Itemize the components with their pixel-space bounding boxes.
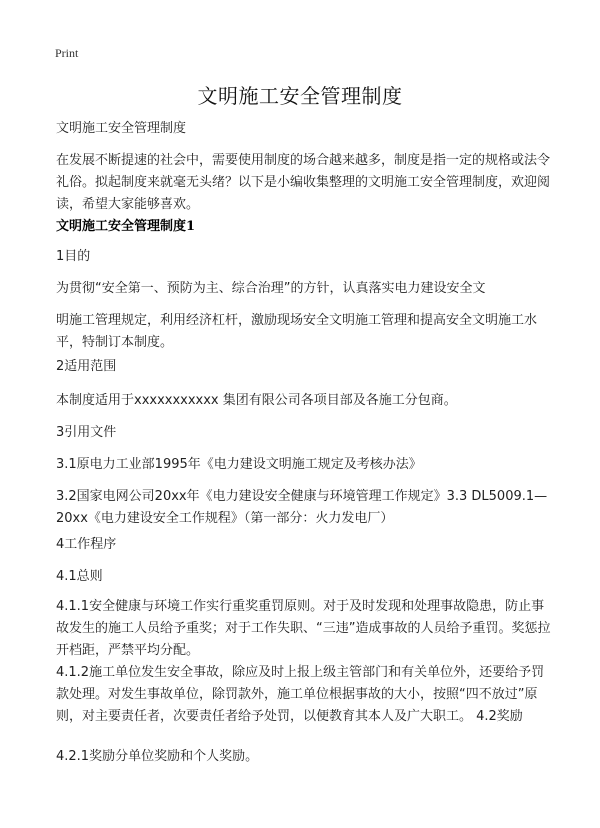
purpose-line-2: 明施工管理规定，利用经济杠杆，激励现场安全文明施工管理和提高安全文明施工水平，特制订本制度。 xyxy=(56,313,538,350)
doc-subtitle: 文明施工安全管理制度 xyxy=(56,121,187,136)
section-heading: 文明施工安全管理制度1 xyxy=(56,219,196,234)
heading-purpose: 1目的 xyxy=(56,249,91,264)
heading-procedure: 4工作程序 xyxy=(56,537,117,552)
clause-4-1-2: 4.1.2施工单位发生安全事故，除应及时上报上级主管部门和有关单位外，还要给予罚款处理。对发生事故单位，除罚款外，施工单位根据事故的大小，按照“四不放过”原则，对主要责任者，次要责任者给予处罚，以便教育其本人及广大职工。 4.2奖励 xyxy=(56,665,545,724)
purpose-line-1: 为贯彻“安全第一、预防为主、综合治理”的方针，认真落实电力建设安全文 xyxy=(56,281,486,296)
reference-3-2: 3.2国家电网公司20xx年《电力建设安全健康与环境管理工作规定》3.3 DL5009.1—20xx《电力建设安全工作规程》（第一部分：火力发电厂） xyxy=(56,489,548,526)
heading-scope: 2适用范围 xyxy=(56,359,117,374)
heading-references: 3引用文件 xyxy=(56,425,117,440)
clause-4-2-1: 4.2.1奖励分单位奖励和个人奖励。 xyxy=(56,749,259,764)
scope-text: 本制度适用于xxxxxxxxxxx 集团有限公司各项目部及各施工分包商。 xyxy=(56,393,457,408)
reference-3-1: 3.1原电力工业部1995年《电力建设文明施工规定及考核办法》 xyxy=(56,457,422,472)
clause-4-1-1: 4.1.1安全健康与环境工作实行重奖重罚原则。对于及时发现和处理事故隐患，防止事故发生的施工人员给予重奖；对于工作失职、“三违”造成事故的人员给予重罚。奖惩拉开档距，严禁平均分配。 xyxy=(56,599,551,658)
intro-paragraph: 在发展不断提速的社会中，需要使用制度的场合越来越多，制度是指一定的规格或法令礼俗。拟起制度来就毫无头绪？以下是小编收集整理的文明施工安全管理制度，欢迎阅读，希望大家能够喜欢。 xyxy=(56,153,551,212)
page-title: 文明施工安全管理制度 xyxy=(197,84,403,108)
print-label: Print xyxy=(55,46,79,60)
heading-general: 4.1总则 xyxy=(56,569,103,584)
